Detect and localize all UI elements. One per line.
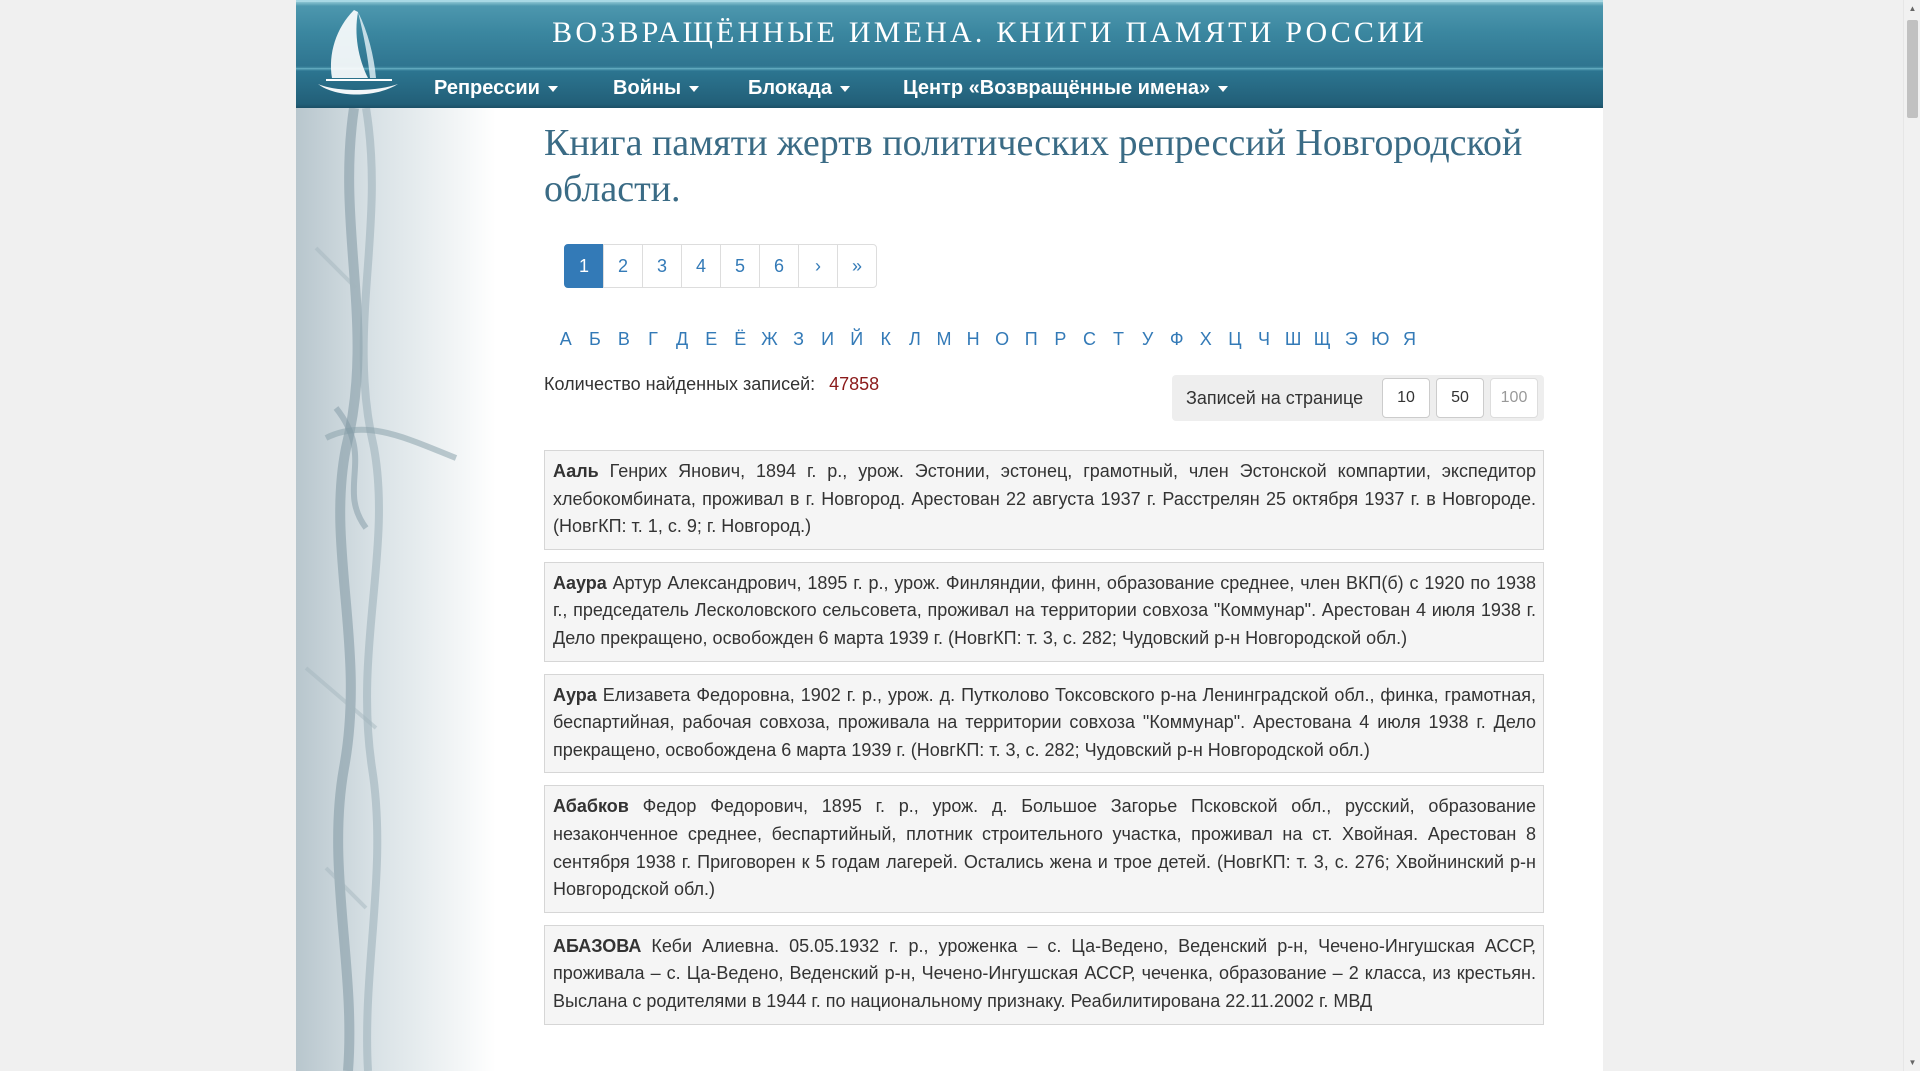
records-count-label: Количество найденных записей: [544,374,816,394]
alphabet-letter[interactable]: Ч [1258,329,1270,349]
alphabet-letter[interactable]: Н [966,329,980,349]
record-text: Федор Федорович, 1895 г. р., урож. д. Большое Загорье Псковской обл., русский, образование незаконченное среднее, беспартийный, плотник строительного участка, проживал на ст. Хвойная. Арестован 8 сентября 1938 г. Приговорен к 5 годам лагерей. Остались жена и трое детей. (НовгКП: т. 3, с. 276; Хвойнинский р-н Новгородской обл.) [553,796,1536,900]
alphabet-letter[interactable]: Ц [1228,329,1242,349]
page-link-1[interactable]: 1 [564,244,604,288]
alphabet-letter[interactable]: К [880,329,892,349]
record-surname: Аура [553,684,597,705]
alphabet-letter[interactable]: Ш [1284,329,1302,349]
per-page-selector [1172,375,1544,421]
page-last-button[interactable]: » [837,244,877,288]
main-nav [296,68,1603,108]
alphabet-filter [556,329,1429,350]
record-item [544,450,1544,550]
page [296,0,1603,1071]
alphabet-letter[interactable]: П [1024,329,1038,349]
chevron-down-icon [689,86,699,92]
chevron-down-icon [840,86,850,92]
per-page-100-button[interactable]: 100 [1490,378,1538,418]
nav-item-blokada[interactable] [748,68,850,108]
chevron-down-icon [1218,86,1228,92]
alphabet-letter[interactable]: В [617,329,630,349]
record-text: Кеби Алиевна. 05.05.1932 г. р., уроженка – с. Ца-Ведено, Веденский р-н, Чечено-Ингушская АССР, проживала – с. Ца-Ведено, Веденский р-н, Чечено-Ингушская АССР, чеченка, образование – 2 класса, из крестьян. Выслана с родителями в 1944 г. по национальному признаку. Реабилитирована 22.11.2002 г. МВД [553,935,1536,1011]
page-title: Книга памяти жертв политических репрессий Новгородской области. [544,122,1523,210]
nav-item-label: Блокада [748,77,832,99]
page-link-4[interactable]: 4 [681,244,721,288]
vertical-scrollbar[interactable] [1903,0,1920,1071]
scroll-up-arrow-icon[interactable]: ▲ [1908,4,1917,13]
chevron-down-icon [548,86,558,92]
barbed-wire-decoration [296,108,496,1071]
alphabet-letter[interactable]: Л [908,329,921,349]
record-item [544,562,1544,662]
nav-item-label: Войны [613,77,682,99]
alphabet-letter[interactable]: Р [1054,329,1067,349]
per-page-50-button[interactable]: 50 [1436,378,1484,418]
alphabet-letter[interactable]: Ф [1169,329,1184,349]
page-link-2[interactable]: 2 [603,244,643,288]
record-item [544,674,1544,774]
page-link-3[interactable]: 3 [642,244,682,288]
alphabet-letter[interactable]: А [559,329,572,349]
page-link-6[interactable]: 6 [759,244,799,288]
alphabet-letter[interactable]: Ж [761,329,778,349]
record-surname: Аaура [553,572,607,593]
alphabet-letter[interactable]: Щ [1313,329,1331,349]
alphabet-letter[interactable]: Д [676,329,689,349]
record-item [544,925,1544,1025]
alphabet-letter[interactable]: Г [648,329,658,349]
record-surname: АБАЗОВА [553,935,642,956]
pagination [564,244,877,288]
alphabet-letter[interactable]: Б [588,329,601,349]
per-page-10-button[interactable]: 10 [1382,378,1430,418]
alphabet-letter[interactable]: Э [1344,329,1358,349]
record-surname: Ааль [553,461,599,481]
alphabet-letter[interactable]: С [1082,329,1096,349]
page-link-5[interactable]: 5 [720,244,760,288]
nav-item-voyny[interactable] [613,68,699,108]
nav-item-label: Центр «Возвращённые имена» [903,77,1211,99]
record-surname: Абабков [553,796,629,817]
page-next-button[interactable]: › [798,244,838,288]
records-count-value: 47858 [829,374,880,394]
records-list [544,450,1544,1037]
alphabet-letter[interactable]: Ё [734,329,747,349]
per-page-label: Записей на странице [1186,388,1364,408]
alphabet-letter[interactable]: Я [1402,329,1416,349]
alphabet-letter[interactable]: Т [1113,329,1125,349]
alphabet-letter[interactable]: И [821,329,835,349]
main-content [544,108,1544,1011]
nav-item-label: Репрессии [434,77,540,99]
alphabet-letter[interactable]: Е [705,329,718,349]
sailboat-logo-icon[interactable] [306,6,406,102]
alphabet-letter[interactable]: М [936,329,952,349]
alphabet-letter[interactable]: О [995,329,1010,349]
alphabet-letter[interactable]: Й [850,329,864,349]
scroll-down-arrow-icon[interactable]: ▼ [1908,1058,1917,1067]
header-banner [296,0,1603,68]
alphabet-letter[interactable]: У [1141,329,1154,349]
record-item [544,785,1544,912]
record-text: Елизавета Федоровна, 1902 г. р., урож. д. Путколово Токсовского р-на Ленинградской обл., финка, грамотная, беспартийная, рабочая совхоза, проживала на территории совхоза "Коммунар". Арестована 4 июля 1938 г. Дело прекращено, освобождена 6 марта 1939 г. (НовгКП: т. 3, с. 282; Чудовский р-н Новгородской обл.) [553,684,1536,760]
records-count [544,374,879,395]
site-title: ВОЗВРАЩЁННЫЕ ИМЕНА. КНИГИ ПАМЯТИ РОССИИ [552,16,1427,49]
nav-item-center[interactable] [903,68,1228,108]
alphabet-letter[interactable]: Х [1199,329,1212,349]
scrollbar-thumb[interactable] [1907,20,1918,118]
record-text: Артур Александрович, 1895 г. р., урож. Финляндии, финн, образование среднее, член ВКП(б) с 1920 по 1938 г., председатель Лесколовского сельсовета, проживал на территории совхоза "Коммунар". Арестован 4 июля 1938 г. Дело прекращено, освобожден 6 марта 1939 г. (НовгКП: т. 3, с. 282; Чудовский р-н Новгородской обл.) [553,572,1536,648]
alphabet-letter[interactable]: Ю [1371,329,1390,349]
nav-item-repressii[interactable] [434,68,558,108]
alphabet-letter[interactable]: З [793,329,804,349]
record-text: Генрих Янович, 1894 г. р., урож. Эстонии, эстонец, грамотный, член Эстонской компартии, экспедитор хлебокомбината, проживал в г. Новгород. Арестован 22 августа 1937 г. Расстрелян 25 октября 1937 г. в Новгороде. (НовгКП: т. 1, с. 9; г. Новгород.) [553,461,1536,537]
